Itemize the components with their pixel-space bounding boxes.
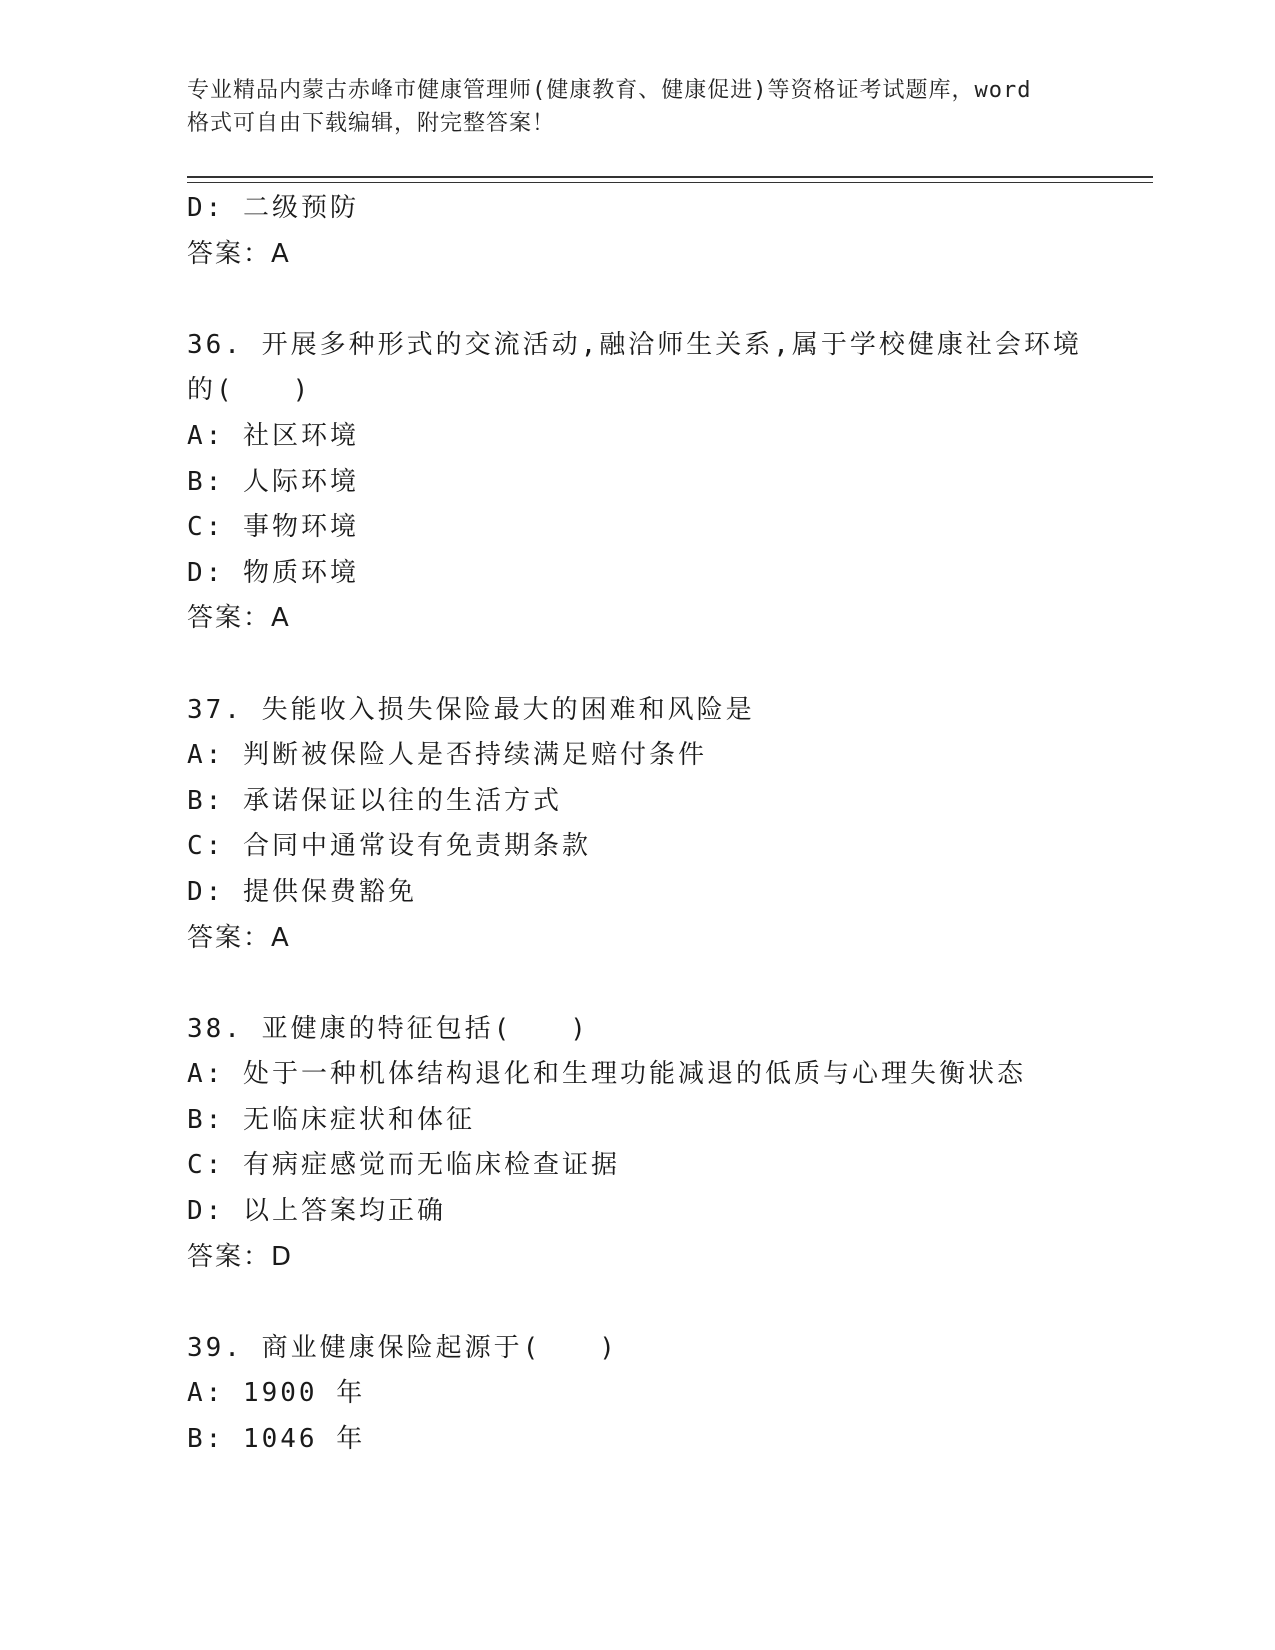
- question-stem: 36. 开展多种形式的交流活动,融洽师生关系,属于学校健康社会环境: [187, 329, 1082, 360]
- spacer: [187, 961, 1153, 1007]
- option-c: C: 合同中通常设有免责期条款: [187, 831, 591, 862]
- option-d: D: 物质环境: [187, 557, 359, 588]
- question-stem: 37. 失能收入损失保险最大的困难和风险是: [187, 694, 755, 725]
- spacer: [187, 277, 1153, 323]
- option-a: A: 处于一种机体结构退化和生理功能减退的低质与心理失衡状态: [187, 1059, 1026, 1090]
- spacer: [187, 642, 1153, 688]
- option-d: D: 以上答案均正确: [187, 1196, 446, 1227]
- header-line-1: 专业精品内蒙古赤峰市健康管理师(健康教育、健康促进)等资格证考试题库，word: [187, 78, 1032, 103]
- answer: 答案：D: [187, 1241, 294, 1272]
- answer: 答案：A: [187, 922, 291, 953]
- answer: 答案：A: [187, 603, 291, 634]
- option-c: C: 有病症感觉而无临床检查证据: [187, 1150, 620, 1181]
- question-stem-continued: 的( ): [187, 375, 312, 406]
- question-stem: 39. 商业健康保险起源于( ): [187, 1332, 618, 1363]
- option-b: B: 人际环境: [187, 466, 359, 497]
- option-c: C: 事物环境: [187, 512, 359, 543]
- option-b: B: 无临床症状和体征: [187, 1104, 475, 1135]
- question-37: [187, 688, 1153, 962]
- option-a: A: 社区环境: [187, 420, 359, 451]
- question-39: [187, 1326, 1153, 1463]
- option-b: B: 承诺保证以往的生活方式: [187, 785, 562, 816]
- option-d: D: 提供保费豁免: [187, 876, 417, 907]
- question-38: [187, 1007, 1153, 1281]
- header-divider-thin: [187, 182, 1153, 183]
- header-divider-thick: [187, 176, 1153, 178]
- prev-answer: 答案：A: [187, 238, 291, 269]
- option-b: B: 1046 年: [187, 1424, 366, 1455]
- question-stem: 38. 亚健康的特征包括( ): [187, 1013, 589, 1044]
- prev-option-d: D: 二级预防: [187, 193, 359, 223]
- question-list: [187, 186, 1153, 1463]
- spacer: [187, 1280, 1153, 1326]
- option-a: A: 判断被保险人是否持续满足赔付条件: [187, 740, 707, 771]
- document-header: [187, 74, 1087, 140]
- question-36: [187, 323, 1153, 642]
- option-a: A: 1900 年: [187, 1378, 366, 1409]
- header-line-2: 格式可自由下载编辑，附完整答案！: [187, 111, 556, 136]
